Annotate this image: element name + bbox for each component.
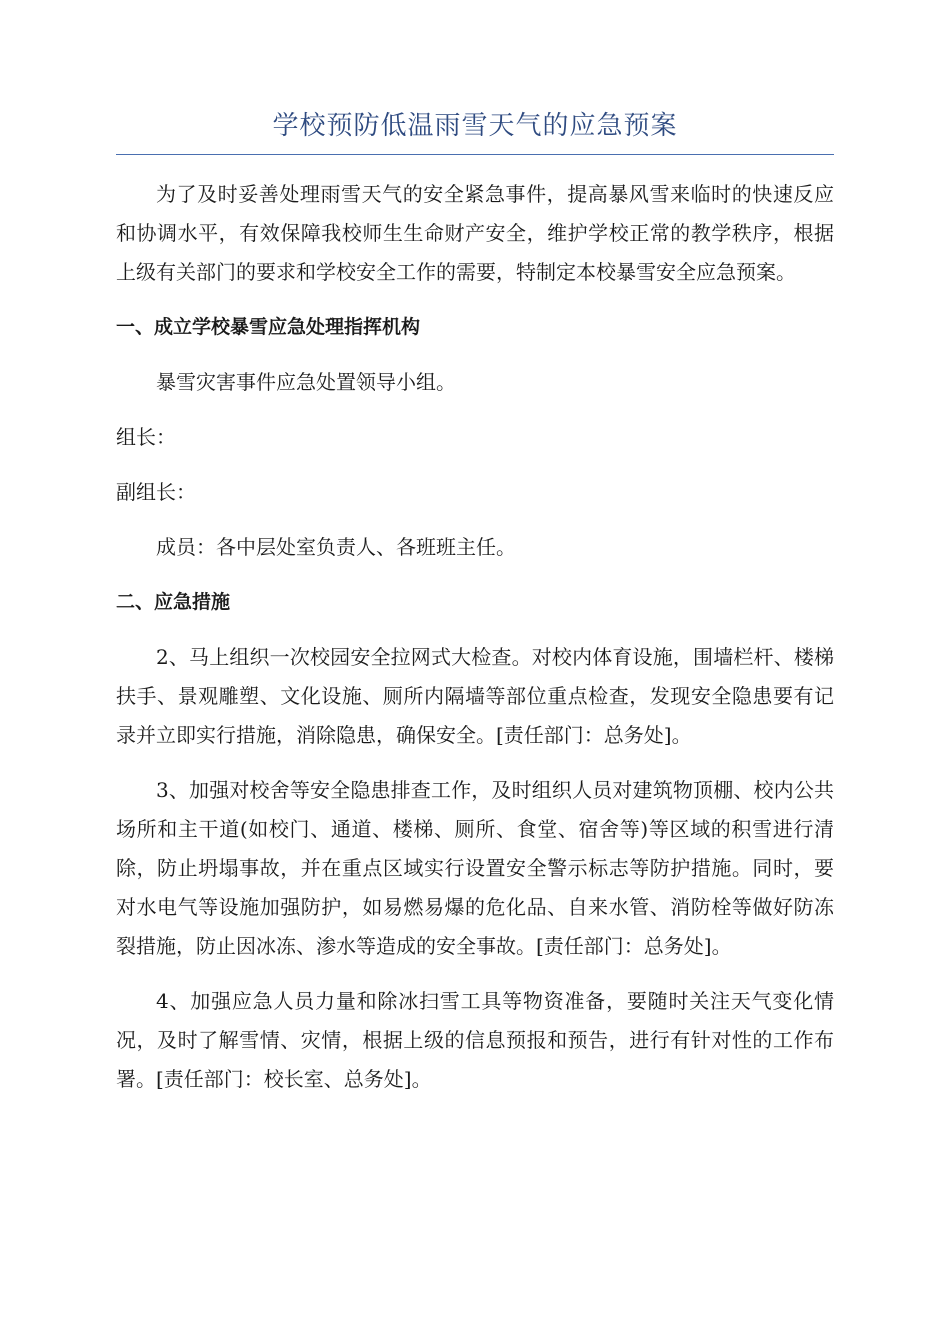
intro-paragraph: 为了及时妥善处理雨雪天气的安全紧急事件，提高暴风雪来临时的快速反应和协调水平，有效保障我校师生生命财产安全，维护学校正常的教学秩序，根据上级有关部门的要求和学校安全工作的需要，特制定本校暴雪安全应急预案。 (116, 182, 834, 284)
group-paragraph: 暴雪灾害事件应急处置领导小组。 (156, 370, 456, 394)
measure-item: 2、马上组织一次校园安全拉网式大检查。对校内体育设施，围墙栏杆、楼梯扶手、景观雕塑、文化设施、厕所内隔墙等部位重点检查，发现安全隐患要有记录并立即实行措施，消除隐患，确保安全。[责任部门：总务处]。 (116, 645, 834, 747)
deputy-line: 副组长： (116, 480, 196, 504)
measure-item: 4、加强应急人员力量和除冰扫雪工具等物资准备，要随时关注天气变化情况，及时了解雪情、灾情，根据上级的信息预报和预告，进行有针对性的工作布署。[责任部门：校长室、总务处]。 (116, 989, 834, 1091)
measure-item: 3、加强对校舍等安全隐患排查工作，及时组织人员对建筑物顶棚、校内公共场所和主干道(如校门、通道、楼梯、厕所、食堂、宿舍等)等区域的积雪进行清除，防止坍塌事故，并在重点区域实行设置安全警示标志等防护措施。同时，要对水电气等设施加强防护，如易燃易爆的危化品、自来水管、消防栓等做好防冻裂措施，防止因冰冻、渗水等造成的安全事故。[责任部门：总务处]。 (116, 778, 834, 958)
leader-line: 组长： (116, 425, 176, 449)
document-page (116, 108, 834, 1099)
document-title: 学校预防低温雨雪天气的应急预案 (272, 111, 678, 141)
title-underline (116, 154, 834, 155)
members-paragraph: 成员：各中层处室负责人、各班班主任。 (156, 535, 516, 559)
section-heading-2: 二、应急措施 (116, 591, 231, 613)
section-heading-1: 一、成立学校暴雪应急处理指挥机构 (116, 316, 421, 338)
